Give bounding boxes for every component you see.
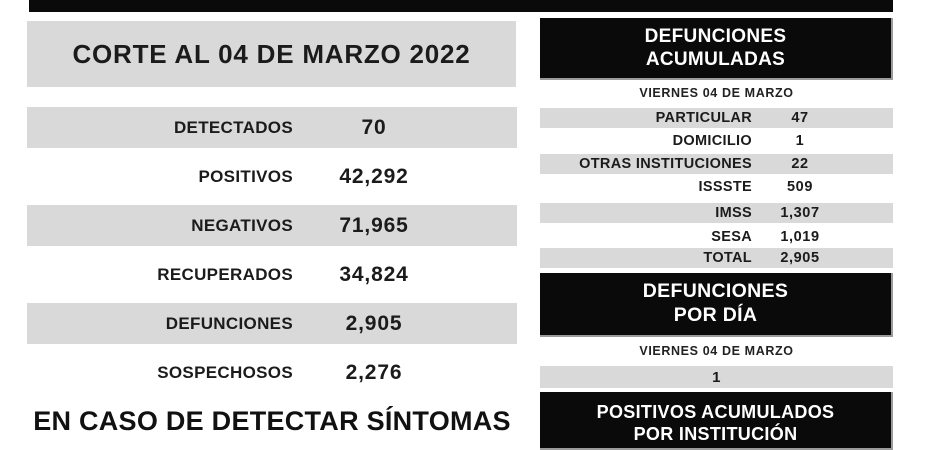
death-row-domicilio	[540, 131, 893, 151]
death-row-issste	[540, 177, 893, 197]
stat-value: 2,905	[345, 311, 403, 335]
death-row-label: SESA	[711, 229, 752, 245]
stat-label: NEGATIVOS	[191, 215, 293, 235]
stat-label: DEFUNCIONES	[165, 313, 293, 333]
stat-value: 42,292	[339, 164, 409, 188]
death-row-imss	[540, 203, 893, 223]
symptoms-notice: EN CASO DE DETECTAR SÍNTOMAS	[33, 406, 511, 436]
death-row-value: 47	[791, 110, 809, 126]
deaths-per-day-value: 1	[540, 366, 893, 388]
header-line: POR DÍA	[673, 304, 758, 326]
stat-row-sospechosos	[27, 352, 517, 393]
stat-label: RECUPERADOS	[157, 264, 293, 284]
death-row-label: TOTAL	[703, 250, 752, 266]
stat-row-recuperados	[27, 254, 517, 295]
death-row-value: 1,307	[780, 205, 820, 221]
top-black-bar	[29, 0, 893, 12]
death-row-value: 1,019	[780, 229, 820, 245]
stat-row-defunciones	[27, 303, 517, 344]
stat-row-detectados	[27, 107, 517, 148]
death-row-label: OTRAS INSTITUCIONES	[579, 156, 752, 172]
death-row-value: 1	[795, 133, 805, 149]
positives-by-institution-header	[540, 392, 893, 450]
header-line: DEFUNCIONES	[644, 25, 787, 47]
deaths-per-day-date: VIERNES 04 DE MARZO	[639, 344, 794, 358]
death-row-sesa	[540, 227, 893, 247]
stat-value: 71,965	[339, 213, 409, 237]
deaths-accumulated-date: VIERNES 04 DE MARZO	[639, 86, 794, 100]
header-line: ACUMULADAS	[645, 49, 786, 70]
stat-label: POSITIVOS	[198, 166, 293, 186]
death-row-label: PARTICULAR	[655, 110, 752, 126]
report-cutoff-title: CORTE AL 04 DE MARZO 2022	[72, 38, 471, 69]
death-row-label: IMSS	[715, 205, 752, 221]
header-line: DEFUNCIONES	[642, 280, 789, 303]
death-row-particular	[540, 108, 893, 128]
report-cutoff-header	[27, 21, 516, 87]
stat-label: SOSPECHOSOS	[157, 362, 293, 382]
header-line: POR INSTITUCIÓN	[633, 423, 798, 444]
stat-row-negativos	[27, 205, 517, 246]
stat-value: 70	[361, 115, 387, 139]
death-row-value: 22	[791, 156, 809, 172]
header-line: POSITIVOS ACUMULADOS	[596, 402, 835, 422]
death-row-value: 509	[787, 179, 813, 195]
stat-value: 2,276	[345, 360, 403, 384]
death-row-otras-instituciones	[540, 154, 893, 174]
death-row-total	[540, 248, 893, 268]
deaths-per-day-header	[540, 273, 893, 337]
deaths-accumulated-header	[540, 18, 893, 80]
stat-row-positivos	[27, 156, 517, 197]
death-row-label: ISSSTE	[698, 179, 752, 195]
stat-label: DETECTADOS	[173, 117, 293, 137]
stat-value: 34,824	[339, 262, 409, 286]
death-row-label: DOMICILIO	[672, 133, 752, 149]
death-row-value: 2,905	[780, 250, 820, 266]
